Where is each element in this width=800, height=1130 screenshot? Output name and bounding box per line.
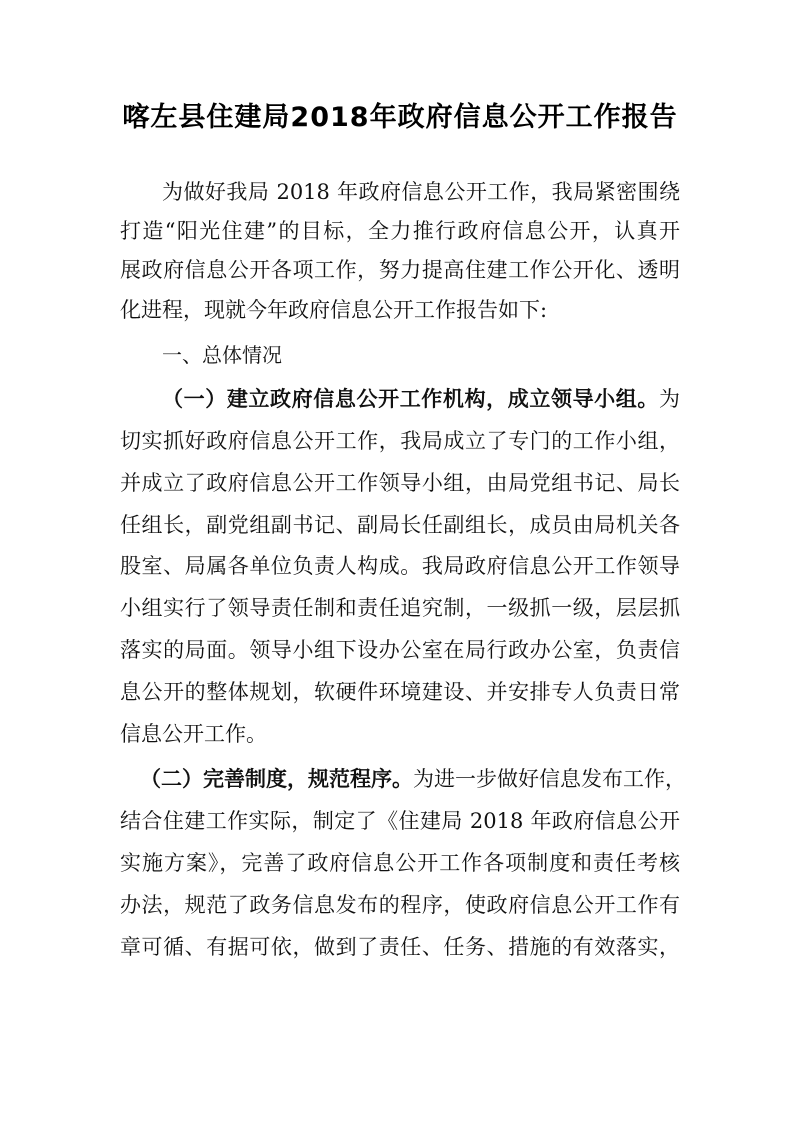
intro-line-4: 化进程，现就今年政府信息公开工作报告如下: xyxy=(120,298,548,322)
item1-heading: （一）建立政府信息公开工作机构，成立领导小组。 xyxy=(162,387,659,411)
document-title: 喀左县住建局2018年政府信息公开工作报告 xyxy=(122,102,678,133)
item1-line-8: 信息公开工作。 xyxy=(120,722,267,746)
item2-first-line xyxy=(140,764,686,794)
item2-heading: （二）完善制度，规范程序。 xyxy=(140,767,413,791)
item2-line-4: 章可循、有据可依，做到了责任、任务、措施的有效落实， xyxy=(120,935,680,959)
item1-first-line xyxy=(162,384,680,414)
item1-line-5: 小组实行了领导责任制和责任追究制，一级抓一级，层层抓 xyxy=(120,596,680,620)
item2-line-1: 结合住建工作实际，制定了《住建局 2018 年政府信息公开 xyxy=(120,809,680,833)
item1-line-7: 息公开的整体规划，软硬件环境建设、并安排专人负责日常 xyxy=(120,680,680,704)
item1-line-6: 落实的局面。领导小组下设办公室在局行政办公室，负责信 xyxy=(120,638,680,662)
item1-line-4: 股室、局属各单位负责人构成。我局政府信息公开工作领导 xyxy=(120,554,680,578)
item1-line-2: 并成立了政府信息公开工作领导小组，由局党组书记、局长 xyxy=(120,471,680,495)
item2-line-3: 办法，规范了政务信息发布的程序，使政府信息公开工作有 xyxy=(120,893,680,917)
item1-first-rest: 为 xyxy=(659,387,680,411)
item1-line-3: 任组长，副党组副书记、副局长任副组长，成员由局机关各 xyxy=(120,513,680,537)
item2-first-rest: 为进一步做好信息发布工作， xyxy=(413,767,686,791)
intro-line-3: 展政府信息公开各项工作，努力提高住建工作公开化、透明 xyxy=(120,258,680,282)
section-heading-overview: 一、总体情况 xyxy=(162,343,282,367)
intro-line-2: 打造“阳光住建”的目标，全力推行政府信息公开，认真开 xyxy=(120,219,680,243)
item2-line-2: 实施方案》，完善了政府信息公开工作各项制度和责任考核 xyxy=(120,851,680,875)
intro-line-1: 为做好我局 2018 年政府信息公开工作，我局紧密围绕 xyxy=(162,180,680,204)
item1-line-1: 切实抓好政府信息公开工作，我局成立了专门的工作小组， xyxy=(120,429,680,453)
